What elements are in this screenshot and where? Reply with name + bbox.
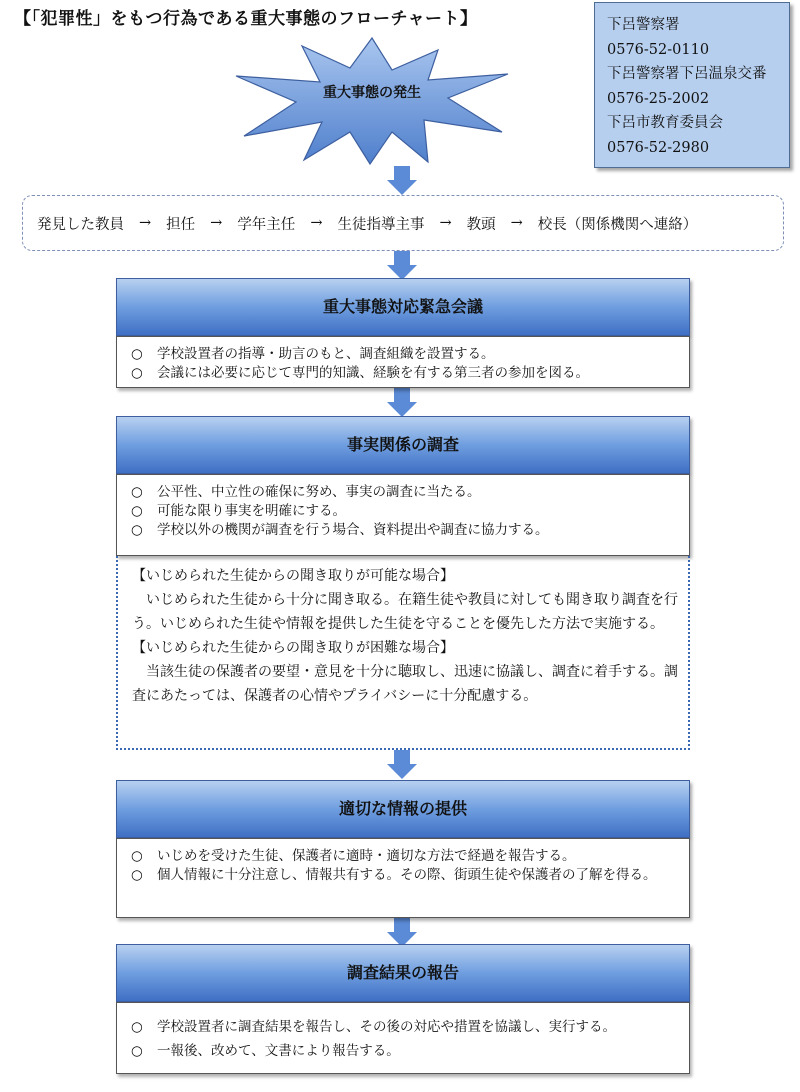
down-arrow-icon <box>387 750 417 780</box>
interview-heading: 【いじめられた生徒からの聞き取りが困難な場合】 <box>132 640 454 656</box>
bullet-item: ○ 学校設置者に調査結果を報告し、その後の対応や措置を協議し、実行する。 <box>131 1015 679 1039</box>
chain-arrow-icon: → <box>139 215 152 231</box>
chain-step: 学年主任 <box>237 216 296 233</box>
step-details-result-report <box>116 1002 690 1074</box>
chain-step: 校長（関係機関へ連絡） <box>537 216 698 233</box>
chain-step: 生徒指導主事 <box>337 216 425 233</box>
chain-arrow-icon: → <box>439 215 452 231</box>
interview-text: いじめられた生徒から十分に聞き取る。在籍生徒や教員に対しても聞き取り調査を行う。いじめられた生徒や情報を提供した生徒を守ることを優先した方法で実施する。 <box>132 592 678 632</box>
bullet-item: ○ いじめを受けた生徒、保護者に適時・適切な方法で経過を報告する。 <box>131 848 576 864</box>
bullet-item: ○ 学校以外の機関が調査を行う場合、資料提出や調査に協力する。 <box>131 522 549 538</box>
contact-line: 0576-52-2980 <box>607 139 710 156</box>
chain-arrow-icon: → <box>310 215 323 231</box>
contact-line: 下呂警察署 <box>607 17 680 33</box>
step-header-information-provision: 適切な情報の提供 <box>116 780 690 838</box>
bullet-item: ○ 個人情報に十分注意し、情報共有する。その際、街頭生徒や保護者の了解を得る。 <box>131 867 657 883</box>
circle-bullet-icon: ○ <box>131 522 143 538</box>
chain-arrow-icon: → <box>210 215 223 231</box>
circle-bullet-icon: ○ <box>131 484 143 500</box>
chain-step: 担任 <box>166 216 196 233</box>
contact-line: 下呂市教育委員会 <box>607 115 723 131</box>
contact-line: 0576-52-0110 <box>607 41 710 58</box>
bullet-item: ○ 可能な限り事実を明確にする。 <box>131 503 346 519</box>
start-label: 重大事態の発生 <box>323 85 421 101</box>
step-header-result-report: 調査結果の報告 <box>116 944 690 1002</box>
circle-bullet-icon: ○ <box>131 1019 143 1035</box>
chain-step: 教頭 <box>466 216 496 233</box>
step-details-fact-investigation <box>116 474 690 556</box>
step-header-fact-investigation: 事実関係の調査 <box>116 416 690 474</box>
interview-heading: 【いじめられた生徒からの聞き取りが可能な場合】 <box>132 568 454 584</box>
page-title: 【「犯罪性」をもつ行為である重大事態のフローチャート】 <box>14 9 478 29</box>
chain-step: 発見した教員 <box>37 216 124 233</box>
bullet-item: ○ 会議には必要に応じて専門的知識、経験を有する第三者の参加を図る。 <box>131 365 589 381</box>
step-details-information-provision <box>116 838 690 918</box>
circle-bullet-icon: ○ <box>131 503 143 519</box>
circle-bullet-icon: ○ <box>131 365 143 381</box>
circle-bullet-icon: ○ <box>131 867 143 883</box>
circle-bullet-icon: ○ <box>131 848 143 864</box>
down-arrow-icon <box>387 251 417 281</box>
contact-info-box <box>594 2 790 168</box>
step-header-emergency-meeting: 重大事態対応緊急会議 <box>116 278 690 336</box>
bullet-item: ○ 公平性、中立性の確保に努め、事実の調査に当たる。 <box>131 484 481 500</box>
contact-line: 下呂警察署下呂温泉交番 <box>607 66 767 82</box>
chain-arrow-icon: → <box>510 215 523 231</box>
contact-line: 0576-25-2002 <box>607 90 710 107</box>
report-chain <box>22 195 784 251</box>
down-arrow-icon <box>387 388 417 418</box>
down-arrow-icon <box>387 166 417 196</box>
circle-bullet-icon: ○ <box>131 1043 143 1059</box>
circle-bullet-icon: ○ <box>131 346 143 362</box>
interview-text: 当該生徒の保護者の要望・意見を十分に聴取し、迅速に協議し、調査に着手する。調査にあたっては、保護者の心情やプライバシーに十分配慮する。 <box>132 664 678 704</box>
interview-notes-box <box>116 556 690 750</box>
bullet-item: ○ 一報後、改めて、文書により報告する。 <box>131 1039 679 1063</box>
bullet-item: ○ 学校設置者の指導・助言のもと、調査組織を設置する。 <box>131 346 495 362</box>
step-details-emergency-meeting <box>116 336 690 388</box>
